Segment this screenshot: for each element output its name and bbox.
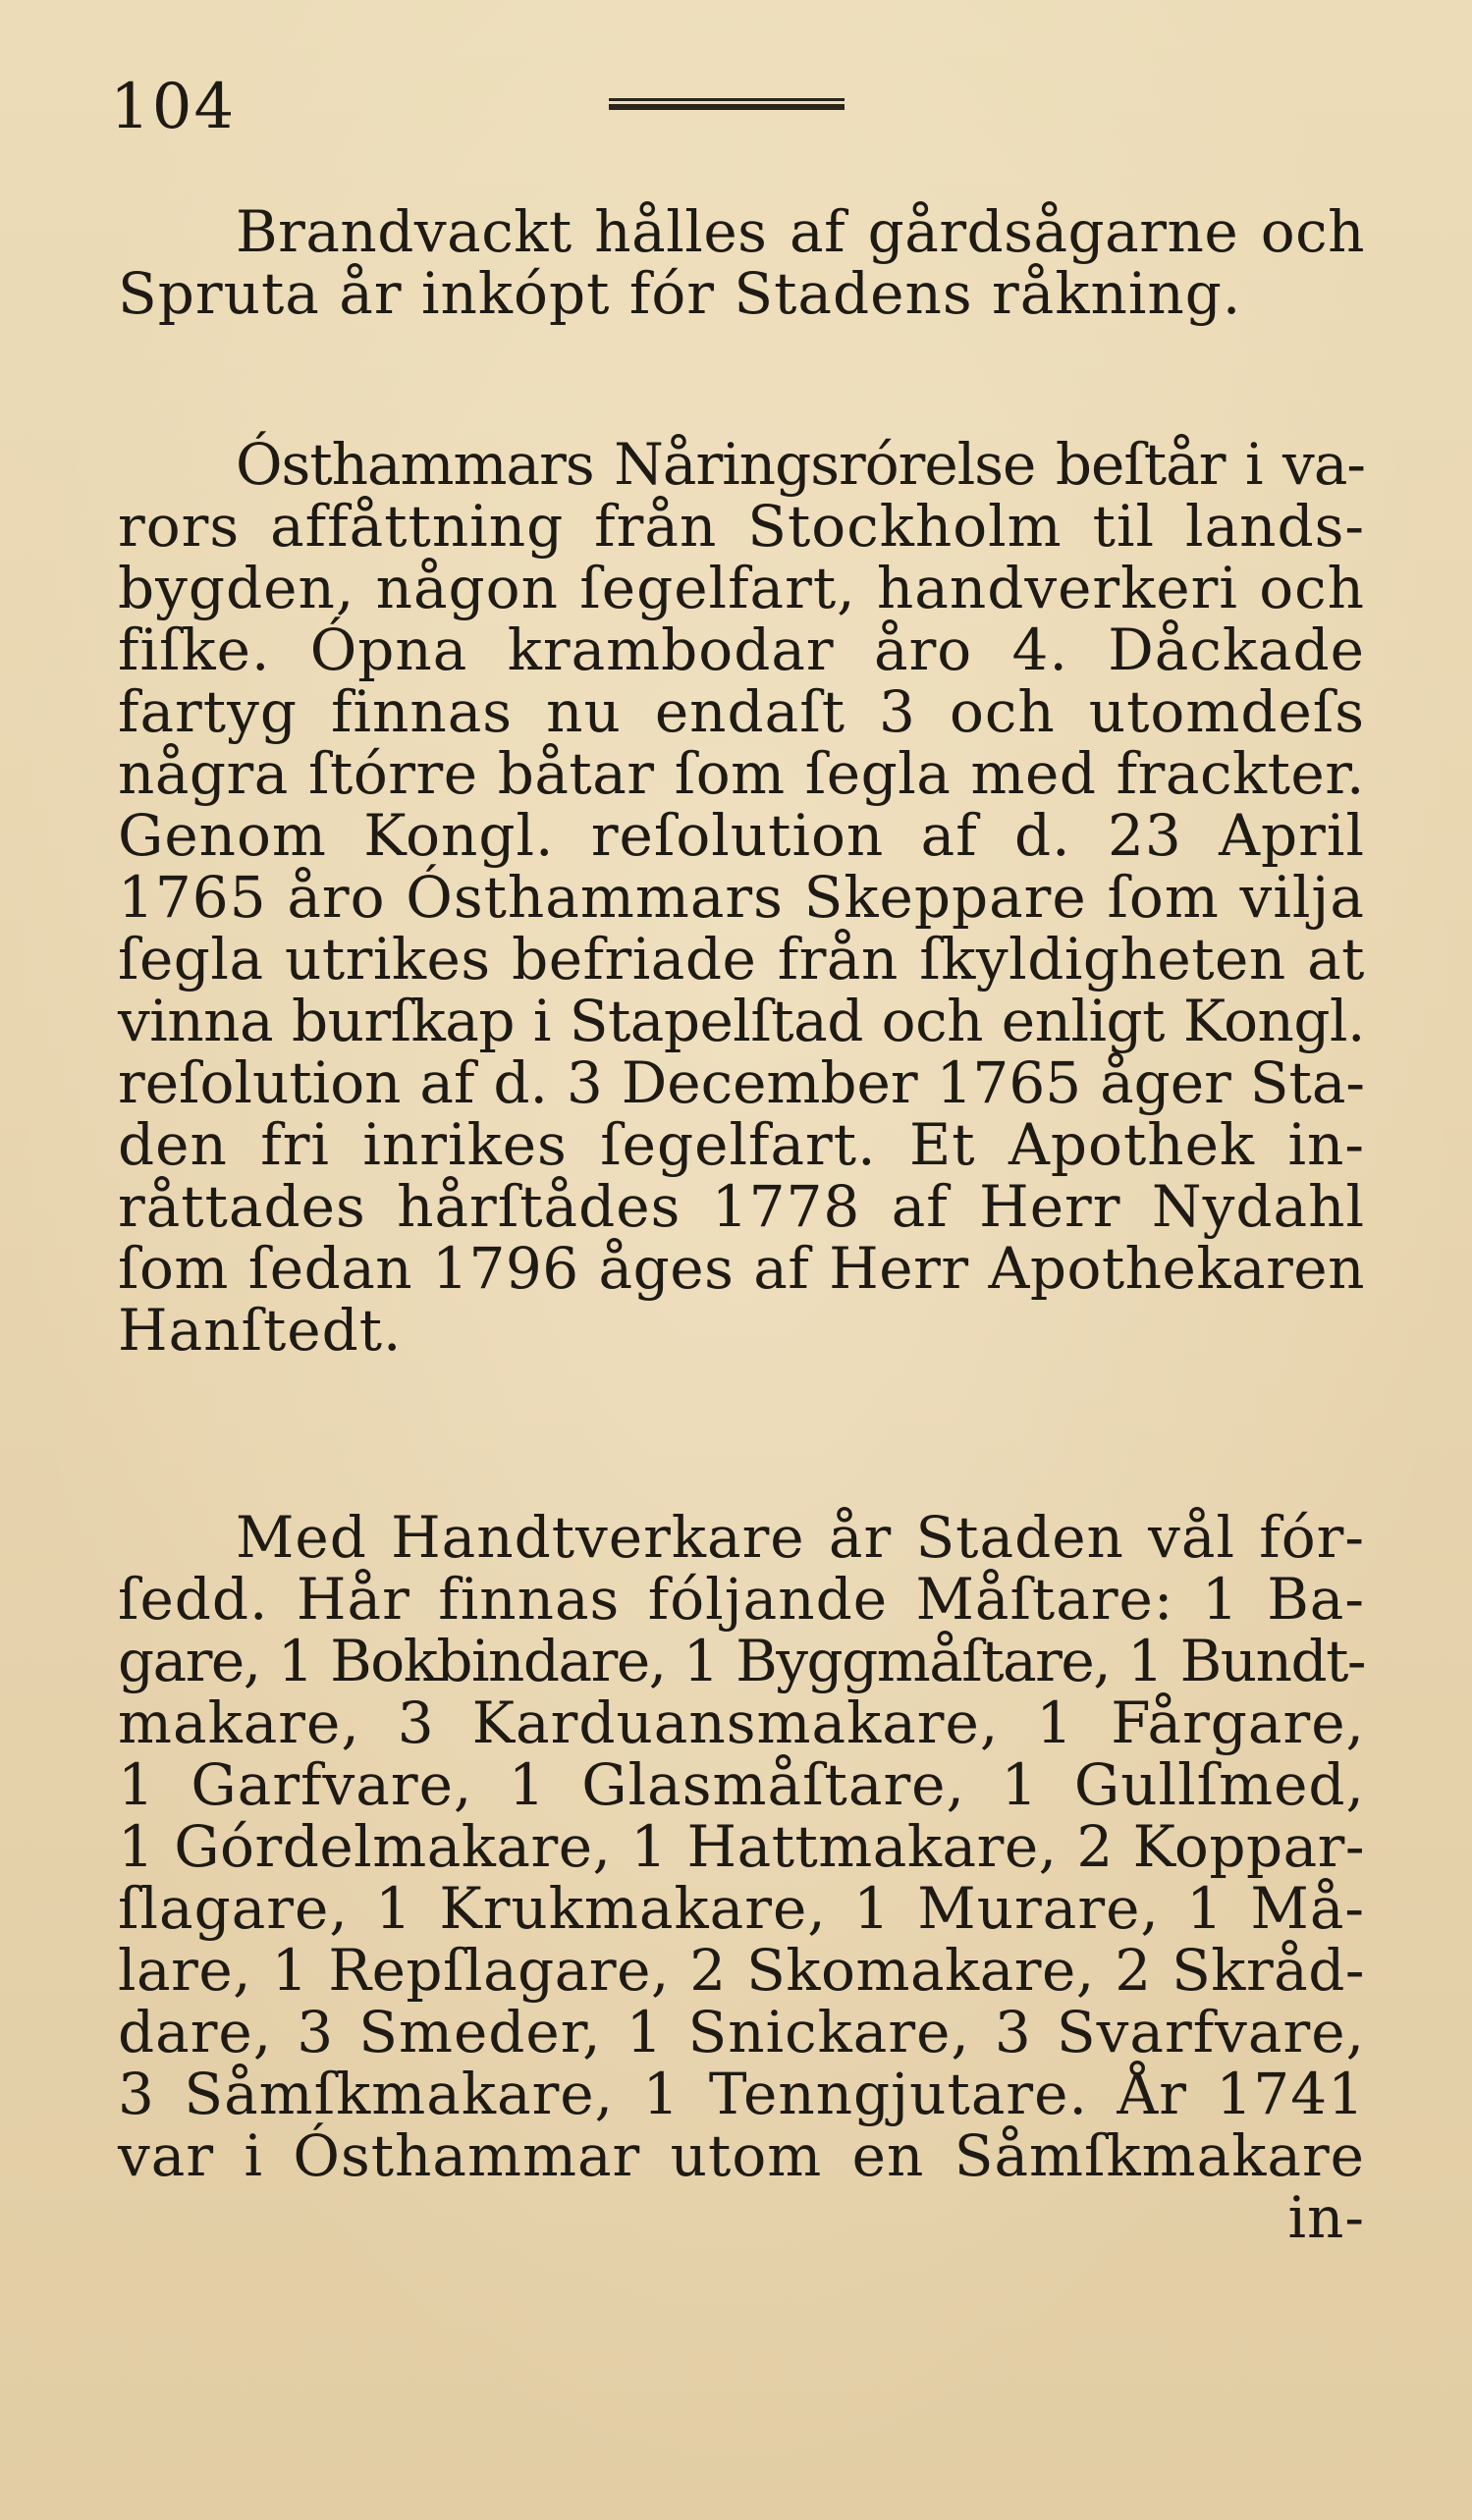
text-line: fartyg finnas nu endaſt 3 och utomdeſs	[118, 678, 1365, 745]
text-line: Genom Kongl. reſolution af d. 23 April	[118, 802, 1365, 869]
text-line: några ſtórre båtar ſom ſegla med frackter.	[118, 740, 1365, 807]
text-line: 1765 åro Ósthammars Skeppare ſom vilja	[118, 864, 1365, 931]
text-line: reſolution af d. 3 December 1765 åger Sta-	[118, 1049, 1365, 1116]
text-line: Hanſtedt.	[118, 1297, 403, 1364]
paragraph-trade	[118, 431, 1365, 1364]
text-line: Brandvackt hålles af gårdsågarne och	[236, 198, 1365, 265]
text-line: ſom ſedan 1796 åges af Herr Apothekaren	[118, 1235, 1365, 1302]
text-line: makare, 3 Karduansmakare, 1 Fårgare,	[118, 1689, 1365, 1756]
text-line: gare, 1 Bokbindare, 1 Byggmåſtare, 1 Bundt-	[118, 1628, 1365, 1694]
text-line: den fri inrikes ſegelfart. Et Apothek in-	[118, 1111, 1365, 1178]
text-line: Spruta år inkópt fór Stadens råkning.	[118, 260, 1242, 327]
catchword: in-	[1287, 2184, 1365, 2251]
text-line: ſlagare, 1 Krukmakare, 1 Murare, 1 Må-	[118, 1875, 1365, 1942]
text-line: ſedd. Hår finnas fóljande Måſtare: 1 Ba-	[118, 1566, 1365, 1633]
text-line: Ósthammars Nåringsrórelse beſtår i va-	[236, 431, 1365, 498]
text-line: ſegla utrikes befriade från ſkyldigheten at	[118, 926, 1365, 992]
text-line: bygden, någon ſegelfart, handverkeri och	[118, 555, 1365, 621]
text-line: 1 Garfvare, 1 Glasmåſtare, 1 Gullſmed,	[118, 1751, 1365, 1818]
text-line: fiſke. Ópna krambodar åro 4. Dåckade	[118, 617, 1365, 683]
text-line: lare, 1 Repſlagare, 2 Skomakare, 2 Skråd-	[118, 1937, 1365, 2004]
text-line: rors affåttning från Stockholm til lands-	[118, 493, 1365, 560]
page-number: 104	[110, 71, 237, 143]
paragraph-craftsmen	[118, 1504, 1365, 2251]
text-line: 1 Górdelmakare, 1 Hattmakare, 2 Koppar-	[118, 1813, 1365, 1880]
paragraph-fire-watch	[118, 198, 1365, 327]
text-line: 3 Såmſkmakare, 1 Tenngjutare. År 1741	[118, 2061, 1365, 2127]
text-line: dare, 3 Smeder, 1 Snickare, 3 Svarfvare,	[118, 1999, 1365, 2065]
text-line: vinna burſkap i Stapelſtad och enligt Kongl.	[118, 988, 1365, 1054]
text-line: Med Handtverkare år Staden vål fór-	[236, 1504, 1365, 1571]
text-line: var i Ósthammar utom en Såmſkmakare	[118, 2122, 1365, 2189]
text-line: råttades hårſtådes 1778 af Herr Nydahl	[118, 1173, 1365, 1240]
header-rule	[609, 96, 845, 114]
